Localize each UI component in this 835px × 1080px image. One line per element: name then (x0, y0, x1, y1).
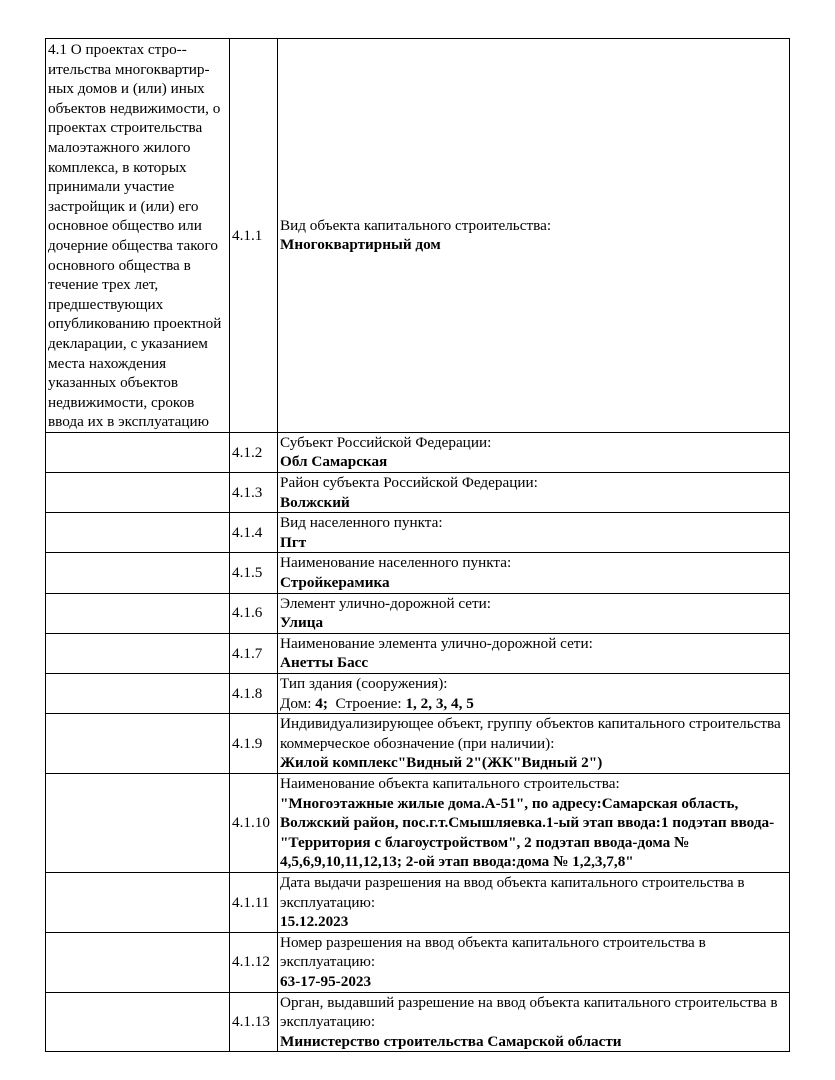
empty-section-cell (46, 932, 230, 992)
item-label: Вид населенного пункта: (280, 514, 443, 532)
item-content (278, 593, 790, 633)
item-value: 63-17-95-2023 (280, 972, 372, 990)
item-value: Пгт (280, 533, 307, 551)
item-number: 4.1.8 (230, 674, 278, 714)
table-row (46, 513, 790, 553)
item-content (278, 553, 790, 593)
item-content (278, 513, 790, 553)
item-value: Стройкерамика (280, 574, 390, 592)
empty-section-cell (46, 872, 230, 932)
building-label: Строение: (327, 694, 406, 712)
empty-section-cell (46, 432, 230, 472)
item-label: Тип здания (сооружения): (280, 675, 448, 692)
item-label: Наименование элемента улично-дорожной сети: (280, 634, 593, 652)
section-title: 4.1 О проектах стро-ительства многоквартирных домов и (или) иных объектов недвижимости, о проектах строительства малоэтажного жилого комплекса, в которых принимали участие застройщик и (или) его основное общество или дочерние общества такого основного общества в течение трех лет, предшествующих опубликованию проектной декларации, с указанием места нахождения указанных объектов недвижимости, сроков ввода их в эксплуатацию (48, 41, 222, 431)
item-number: 4.1.9 (230, 714, 278, 774)
empty-section-cell (46, 633, 230, 673)
item-content (278, 992, 790, 1052)
item-number: 4.1.11 (230, 872, 278, 932)
item-content (278, 39, 790, 433)
item-value: Волжский (280, 493, 350, 511)
item-value: "Многоэтажные жилые дома.А-51", по адресу:Самарская область, Волжский район, пос.г.т.Смышляевка.1-ый этап ввода:1 подэтап ввода-"Территория с благоустройством", 2 подэтап ввода-дома № 4,5,6,9,10,11,12,13; 2-ой этап ввода:дома № 1,2,3,7,8" (280, 794, 775, 871)
table-row (46, 553, 790, 593)
item-value: Многоквартирный дом (280, 236, 441, 254)
item-value: Обл Самарская (280, 453, 388, 471)
table-row (46, 39, 790, 433)
item-number: 4.1.7 (230, 633, 278, 673)
table-row (46, 432, 790, 472)
item-number: 4.1.13 (230, 992, 278, 1052)
item-number: 4.1.3 (230, 473, 278, 513)
building-value: 1, 2, 3, 4, 5 (405, 694, 474, 712)
item-content (278, 714, 790, 774)
house-value: 4; (315, 694, 328, 712)
item-content (278, 674, 790, 714)
disclosure-table (45, 38, 790, 1052)
empty-section-cell (46, 553, 230, 593)
item-label: Номер разрешения на ввод объекта капитального строительства в эксплуатацию: (280, 933, 706, 971)
item-number: 4.1.12 (230, 932, 278, 992)
table-row (46, 633, 790, 673)
table-row (46, 872, 790, 932)
item-content (278, 872, 790, 932)
item-value: Улица (280, 614, 324, 632)
item-content (278, 473, 790, 513)
section-title-cell (46, 39, 230, 433)
item-value: Жилой комплекс"Видный 2"(ЖК"Видный 2") (280, 754, 603, 772)
item-content (278, 773, 790, 872)
item-label: Индивидуализирующее объект, группу объектов капитального строительства коммерческое обозначение (при наличии): (280, 715, 781, 752)
item-label: Вид объекта капитального строительства: (280, 216, 552, 234)
item-number: 4.1.10 (230, 773, 278, 872)
item-label: Субъект Российской Федерации: (280, 433, 492, 451)
item-number: 4.1.2 (230, 432, 278, 472)
item-label: Район субъекта Российской Федерации: (280, 474, 538, 492)
item-content (278, 633, 790, 673)
item-label: Элемент улично-дорожной сети: (280, 594, 492, 612)
item-number: 4.1.4 (230, 513, 278, 553)
empty-section-cell (46, 992, 230, 1052)
item-label: Орган, выдавший разрешение на ввод объекта капитального строительства в эксплуатацию: (280, 993, 778, 1031)
empty-section-cell (46, 513, 230, 553)
empty-section-cell (46, 674, 230, 714)
item-number: 4.1.5 (230, 553, 278, 593)
item-number: 4.1.6 (230, 593, 278, 633)
building-type-line (280, 695, 474, 712)
item-content (278, 432, 790, 472)
item-number: 4.1.1 (230, 39, 278, 433)
table-row (46, 593, 790, 633)
table-row (46, 932, 790, 992)
table-row (46, 473, 790, 513)
item-value: Анетты Басс (280, 654, 369, 672)
item-label: Дата выдачи разрешения на ввод объекта капитального строительства в эксплуатацию: (280, 873, 745, 911)
item-value: 15.12.2023 (280, 913, 349, 931)
item-label: Наименование населенного пункта: (280, 554, 512, 572)
item-content (278, 932, 790, 992)
item-label: Наименование объекта капитального строительства: (280, 774, 620, 792)
empty-section-cell (46, 714, 230, 774)
table-row (46, 674, 790, 714)
table-row (46, 714, 790, 774)
table-row (46, 773, 790, 872)
table-row (46, 992, 790, 1052)
item-value: Министерство строительства Самарской области (280, 1032, 622, 1050)
house-label: Дом: (280, 694, 316, 712)
empty-section-cell (46, 773, 230, 872)
empty-section-cell (46, 593, 230, 633)
empty-section-cell (46, 473, 230, 513)
